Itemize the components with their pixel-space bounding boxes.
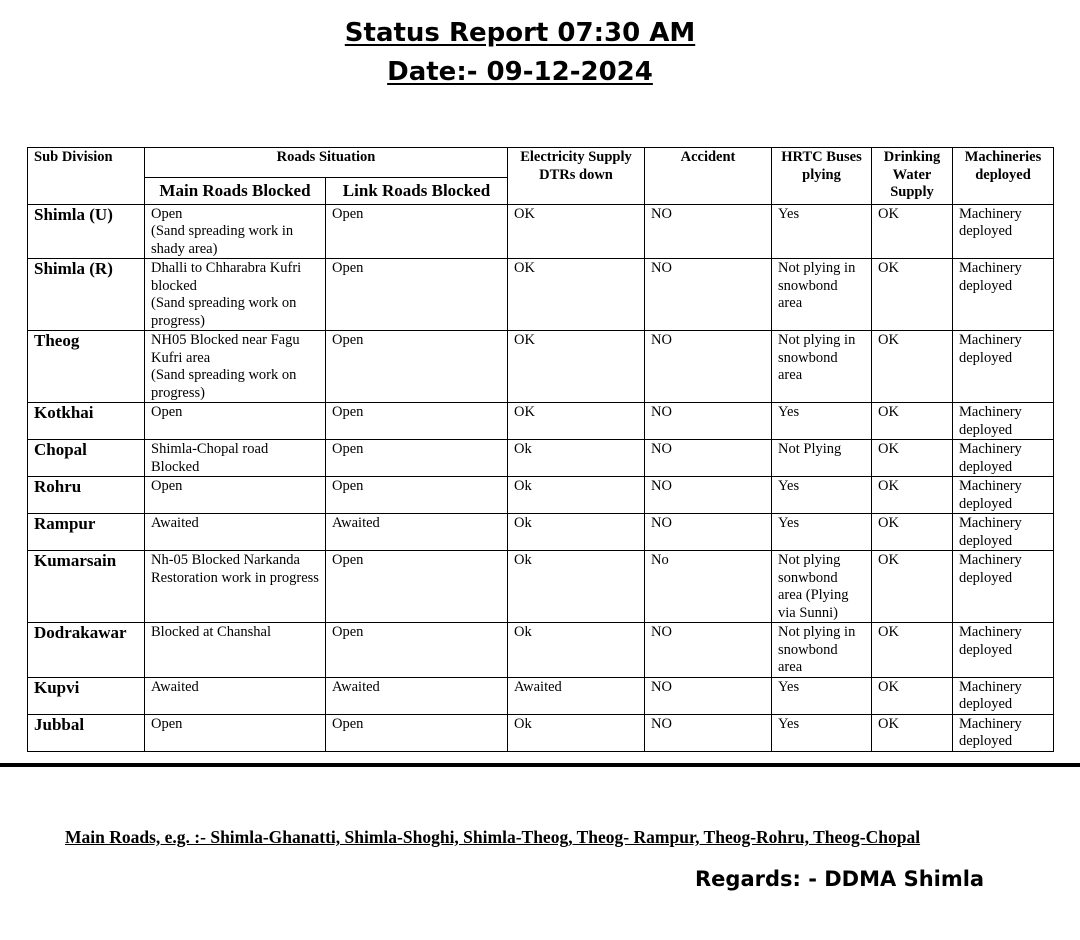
report-title xyxy=(0,18,1060,48)
water-cell: OK xyxy=(872,514,953,551)
accident-cell: No xyxy=(645,551,772,623)
table-row xyxy=(28,259,1054,331)
main-roads-cell: Open xyxy=(145,714,326,751)
water-cell: OK xyxy=(872,714,953,751)
table-row xyxy=(28,331,1054,403)
division-cell: Jubbal xyxy=(28,714,145,751)
machinery-cell: Machinery deployed xyxy=(953,403,1054,440)
hrtc-cell: Yes xyxy=(772,514,872,551)
report-date xyxy=(0,57,1060,87)
electricity-cell: Ok xyxy=(508,440,645,477)
status-table xyxy=(27,147,1054,752)
table-row xyxy=(28,403,1054,440)
water-cell: OK xyxy=(872,477,953,514)
link-roads-cell: Awaited xyxy=(326,677,508,714)
table-row xyxy=(28,204,1054,259)
division-cell: Shimla (U) xyxy=(28,204,145,259)
machinery-cell: Machinery deployed xyxy=(953,551,1054,623)
link-roads-cell: Open xyxy=(326,477,508,514)
electricity-cell: OK xyxy=(508,403,645,440)
water-cell: OK xyxy=(872,551,953,623)
accident-cell: NO xyxy=(645,440,772,477)
water-cell: OK xyxy=(872,440,953,477)
header-water: Drinking Water Supply xyxy=(872,148,953,205)
machinery-cell: Machinery deployed xyxy=(953,204,1054,259)
electricity-cell: OK xyxy=(508,259,645,331)
machinery-cell: Machinery deployed xyxy=(953,440,1054,477)
water-cell: OK xyxy=(872,403,953,440)
main-roads-cell: Awaited xyxy=(145,514,326,551)
accident-cell: NO xyxy=(645,514,772,551)
division-cell: Theog xyxy=(28,331,145,403)
link-roads-cell: Open xyxy=(326,204,508,259)
header-accident: Accident xyxy=(645,148,772,205)
hrtc-cell: Not Plying xyxy=(772,440,872,477)
table-row xyxy=(28,551,1054,623)
division-cell: Dodrakawar xyxy=(28,623,145,678)
electricity-cell: OK xyxy=(508,331,645,403)
machinery-cell: Machinery deployed xyxy=(953,677,1054,714)
main-roads-cell: Open xyxy=(145,403,326,440)
accident-cell: NO xyxy=(645,714,772,751)
main-roads-cell: NH05 Blocked near Fagu Kufri area (Sand spreading work on progress) xyxy=(145,331,326,403)
accident-cell: NO xyxy=(645,477,772,514)
table-row xyxy=(28,677,1054,714)
hrtc-cell: Not plying in snowbond area xyxy=(772,623,872,678)
table-row xyxy=(28,714,1054,751)
water-cell: OK xyxy=(872,623,953,678)
water-cell: OK xyxy=(872,331,953,403)
accident-cell: NO xyxy=(645,623,772,678)
machinery-cell: Machinery deployed xyxy=(953,259,1054,331)
electricity-cell: Ok xyxy=(508,623,645,678)
water-cell: OK xyxy=(872,204,953,259)
main-roads-cell: Dhalli to Chharabra Kufri blocked (Sand spreading work on progress) xyxy=(145,259,326,331)
link-roads-cell: Open xyxy=(326,259,508,331)
machinery-cell: Machinery deployed xyxy=(953,331,1054,403)
division-cell: Kotkhai xyxy=(28,403,145,440)
link-roads-cell: Open xyxy=(326,331,508,403)
accident-cell: NO xyxy=(645,331,772,403)
hrtc-cell: Yes xyxy=(772,477,872,514)
header-electricity: Electricity Supply DTRs down xyxy=(508,148,645,205)
electricity-cell: Ok xyxy=(508,714,645,751)
main-roads-cell: Open xyxy=(145,477,326,514)
electricity-cell: Ok xyxy=(508,551,645,623)
main-roads-cell: Open (Sand spreading work in shady area) xyxy=(145,204,326,259)
hrtc-cell: Not plying in snowbond area xyxy=(772,259,872,331)
header-machinery: Machineries deployed xyxy=(953,148,1054,205)
table-body xyxy=(28,204,1054,751)
accident-cell: NO xyxy=(645,677,772,714)
hrtc-cell: Yes xyxy=(772,403,872,440)
report-title-text: Status Report 07:30 AM xyxy=(344,18,696,48)
main-roads-note: Main Roads, e.g. :- Shimla-Ghanatti, Shimla-Shoghi, Shimla-Theog, Theog- Rampur, Theog-Rohru, Theog-Chopal xyxy=(65,827,921,847)
table-row xyxy=(28,440,1054,477)
table-row xyxy=(28,514,1054,551)
main-roads-cell: Awaited xyxy=(145,677,326,714)
water-cell: OK xyxy=(872,259,953,331)
hrtc-cell: Yes xyxy=(772,714,872,751)
link-roads-cell: Open xyxy=(326,440,508,477)
main-roads-cell: Shimla-Chopal road Blocked xyxy=(145,440,326,477)
link-roads-cell: Open xyxy=(326,551,508,623)
division-cell: Rohru xyxy=(28,477,145,514)
electricity-cell: Awaited xyxy=(508,677,645,714)
division-cell: Shimla (R) xyxy=(28,259,145,331)
machinery-cell: Machinery deployed xyxy=(953,623,1054,678)
link-roads-cell: Open xyxy=(326,403,508,440)
machinery-cell: Machinery deployed xyxy=(953,477,1054,514)
electricity-cell: OK xyxy=(508,204,645,259)
link-roads-cell: Open xyxy=(326,623,508,678)
regards-signature: Regards: - DDMA Shimla xyxy=(695,867,985,891)
accident-cell: NO xyxy=(645,204,772,259)
header-main-roads: Main Roads Blocked xyxy=(145,178,326,205)
accident-cell: NO xyxy=(645,259,772,331)
main-roads-cell: Blocked at Chanshal xyxy=(145,623,326,678)
division-cell: Kumarsain xyxy=(28,551,145,623)
electricity-cell: Ok xyxy=(508,514,645,551)
machinery-cell: Machinery deployed xyxy=(953,714,1054,751)
header-roads-situation: Roads Situation xyxy=(145,148,508,178)
header-hrtc: HRTC Buses plying xyxy=(772,148,872,205)
accident-cell: NO xyxy=(645,403,772,440)
divider xyxy=(0,763,1080,767)
hrtc-cell: Yes xyxy=(772,677,872,714)
division-cell: Rampur xyxy=(28,514,145,551)
electricity-cell: Ok xyxy=(508,477,645,514)
table-row xyxy=(28,477,1054,514)
water-cell: OK xyxy=(872,677,953,714)
division-cell: Kupvi xyxy=(28,677,145,714)
hrtc-cell: Not plying sonwbond area (Plying via Sunni) xyxy=(772,551,872,623)
header-sub-division: Sub Division xyxy=(28,148,145,205)
hrtc-cell: Not plying in snowbond area xyxy=(772,331,872,403)
hrtc-cell: Yes xyxy=(772,204,872,259)
machinery-cell: Machinery deployed xyxy=(953,514,1054,551)
division-cell: Chopal xyxy=(28,440,145,477)
main-roads-cell: Nh-05 Blocked Narkanda Restoration work in progress xyxy=(145,551,326,623)
table-row xyxy=(28,623,1054,678)
report-date-text: Date:- 09-12-2024 xyxy=(387,57,653,87)
link-roads-cell: Open xyxy=(326,714,508,751)
header-link-roads: Link Roads Blocked xyxy=(326,178,508,205)
link-roads-cell: Awaited xyxy=(326,514,508,551)
